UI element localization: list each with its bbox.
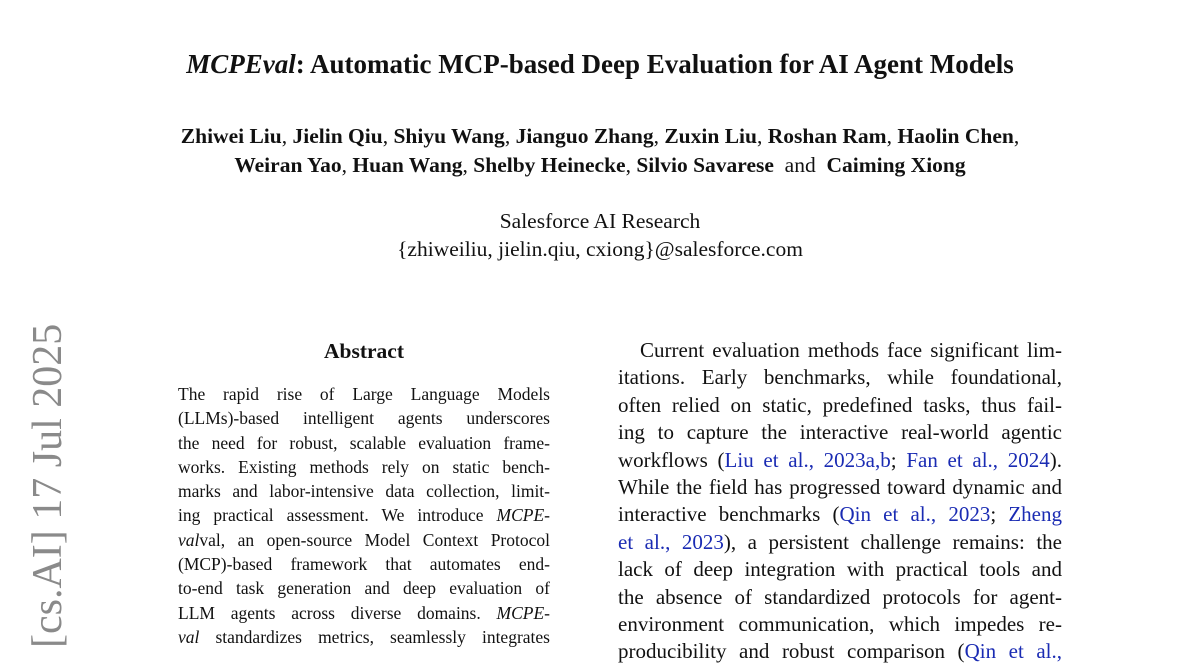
author-name: Roshan Ram [767, 124, 887, 148]
arxiv-stamp: [cs.AI] 17 Jul 2025 [25, 323, 71, 648]
abstract-line: (MCP)-based framework that automates end- [178, 554, 550, 575]
affiliation-block [0, 207, 1200, 263]
abstract-line: val standardizes metrics, seamlessly integrates [178, 626, 550, 647]
author-list [0, 122, 1200, 180]
citation-link[interactable]: et al., 2023 [618, 529, 724, 554]
abstract-line: The rapid rise of Large Language Models [178, 384, 550, 404]
author-line-2: Weiran Yao, Huan Wang, Shelby Heinecke, Silvio Savarese and Caiming Xiong [234, 153, 966, 177]
affiliation: Salesforce AI Research [499, 209, 701, 233]
title-name: MCPEval [186, 49, 296, 79]
author-and: and [784, 153, 816, 177]
abstract-line: (LLMs)-based intelligent agents underscores [178, 408, 550, 429]
abstract-line: LLM agents across diverse domains. MCPE- [178, 602, 550, 623]
abstract-line: valval, an open-source Model Context Protocol [178, 529, 550, 550]
author-separator: , [382, 124, 394, 148]
introduction-text [618, 337, 1062, 666]
body-line: the absence of standardized protocols for agent- [618, 584, 1062, 609]
author-name: Shelby Heinecke [473, 153, 626, 177]
author-name: Zhiwei Liu [180, 124, 282, 148]
abstract-line: to-end task generation and deep evaluation of [178, 578, 550, 599]
body-line: often relied on static, predefined tasks, thus fail- [618, 392, 1062, 417]
body-line: workflows (Liu et al., 2023a,b; Fan et al., 2024). [618, 447, 1063, 472]
citation-link[interactable]: Fan et al., 2024 [906, 447, 1050, 472]
author-name: Jielin Qiu [292, 124, 383, 148]
author-separator: , [886, 124, 898, 148]
author-line-1 [0, 122, 1200, 151]
author-separator: , [653, 124, 665, 148]
body-line: interactive benchmarks (Qin et al., 2023; Zheng [618, 502, 1063, 527]
author-separator: , [281, 124, 293, 148]
author-name: Caiming Xiong [826, 153, 966, 177]
body-line: Current evaluation methods face significant lim- [640, 338, 1062, 362]
citation-link[interactable]: Zheng [1008, 502, 1063, 527]
abstract-line: ing practical assessment. We introduce MCPE- [178, 505, 550, 526]
abstract-line: the need for robust, scalable evaluation frame- [178, 432, 550, 453]
author-separator: , [504, 124, 516, 148]
body-line: itations. Early benchmarks, while foundational, [618, 365, 1062, 390]
author-name: Weiran Yao [234, 153, 342, 177]
author-name: Silvio Savarese [636, 153, 774, 177]
abstract-line: marks and labor-intensive data collection, limit- [178, 481, 550, 502]
author-name: Haolin Chen [897, 124, 1014, 148]
citation-link[interactable]: Liu et al., 2023a,b [724, 447, 891, 472]
author-name: Zuxin Liu [664, 124, 757, 148]
author-separator: , [756, 124, 768, 148]
paper-title [0, 46, 1200, 82]
author-name: Huan Wang [352, 153, 463, 177]
abstract-body [178, 382, 550, 649]
framework-name: MCPE- [496, 505, 550, 526]
framework-name: val [178, 626, 200, 647]
email-addresses: {zhiweiliu, jielin.qiu, cxiong}@salesforce.com [397, 237, 803, 261]
citation-link[interactable]: Qin et al., [964, 639, 1063, 664]
title-rest: : Automatic MCP-based Deep Evaluation for AI Agent Models [295, 49, 1014, 79]
abstract-line: works. Existing methods rely on static bench- [178, 456, 550, 477]
framework-name: val [178, 529, 200, 550]
author-separator: , [1013, 124, 1020, 148]
author-name: Shiyu Wang [393, 124, 505, 148]
abstract-heading: Abstract [323, 339, 404, 363]
framework-name: MCPE- [496, 602, 550, 623]
body-line: producibility and robust comparison (Qin et al., [618, 639, 1063, 664]
citation-link[interactable]: Qin et al., 2023 [839, 502, 991, 527]
author-name: Jianguo Zhang [515, 124, 654, 148]
body-line: environment communication, which impedes re- [618, 612, 1062, 637]
body-line: lack of deep integration with practical tools and [618, 557, 1062, 582]
body-line: ing to capture the interactive real-world agentic [618, 420, 1062, 445]
body-line: et al., 2023), a persistent challenge remains: the [618, 529, 1062, 554]
body-line: While the field has progressed toward dynamic and [618, 475, 1062, 500]
